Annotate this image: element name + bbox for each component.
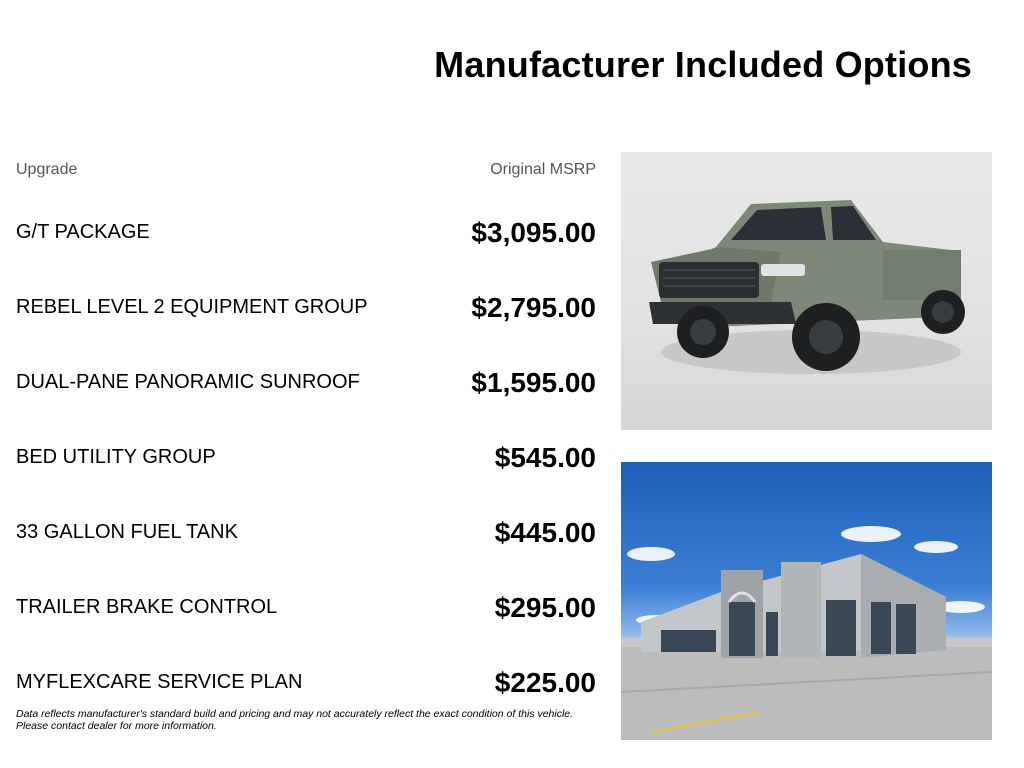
option-rows [16,195,596,720]
option-name: MYFLEXCARE SERVICE PLAN [16,671,303,693]
option-price: $545.00 [494,441,596,473]
option-name: BED UTILITY GROUP [16,446,216,468]
option-price: $225.00 [494,666,596,698]
truck-illustration [621,152,992,430]
dealership-photo [621,462,992,740]
vehicle-photo [621,152,992,430]
option-name: 33 GALLON FUEL TANK [16,521,238,543]
options-table [16,158,596,720]
option-row [16,195,596,270]
msrp-column-header: Original MSRP [490,161,596,178]
option-price: $445.00 [494,516,596,548]
dealership-illustration [621,462,992,740]
upgrade-column-header: Upgrade [16,161,78,178]
option-row [16,270,596,345]
option-name: REBEL LEVEL 2 EQUIPMENT GROUP [16,296,368,318]
page-title: Manufacturer Included Options [434,44,972,85]
option-row [16,495,596,570]
option-name: DUAL-PANE PANORAMIC SUNROOF [16,371,360,393]
table-header [16,158,596,182]
option-price: $2,795.00 [471,291,596,323]
disclaimer-line-1: Data reflects manufacturer's standard build and pricing and may not accurately reflect the exact condition of this vehicle. [16,708,574,720]
option-price: $3,095.00 [471,216,596,248]
disclaimer-line-2: Please contact dealer for more information. [16,720,217,732]
option-row [16,420,596,495]
option-row [16,570,596,645]
option-name: TRAILER BRAKE CONTROL [16,596,278,618]
option-price: $1,595.00 [471,366,596,398]
disclaimer [16,708,606,732]
option-name: G/T PACKAGE [16,221,150,243]
option-price: $295.00 [494,591,596,623]
option-row [16,345,596,420]
